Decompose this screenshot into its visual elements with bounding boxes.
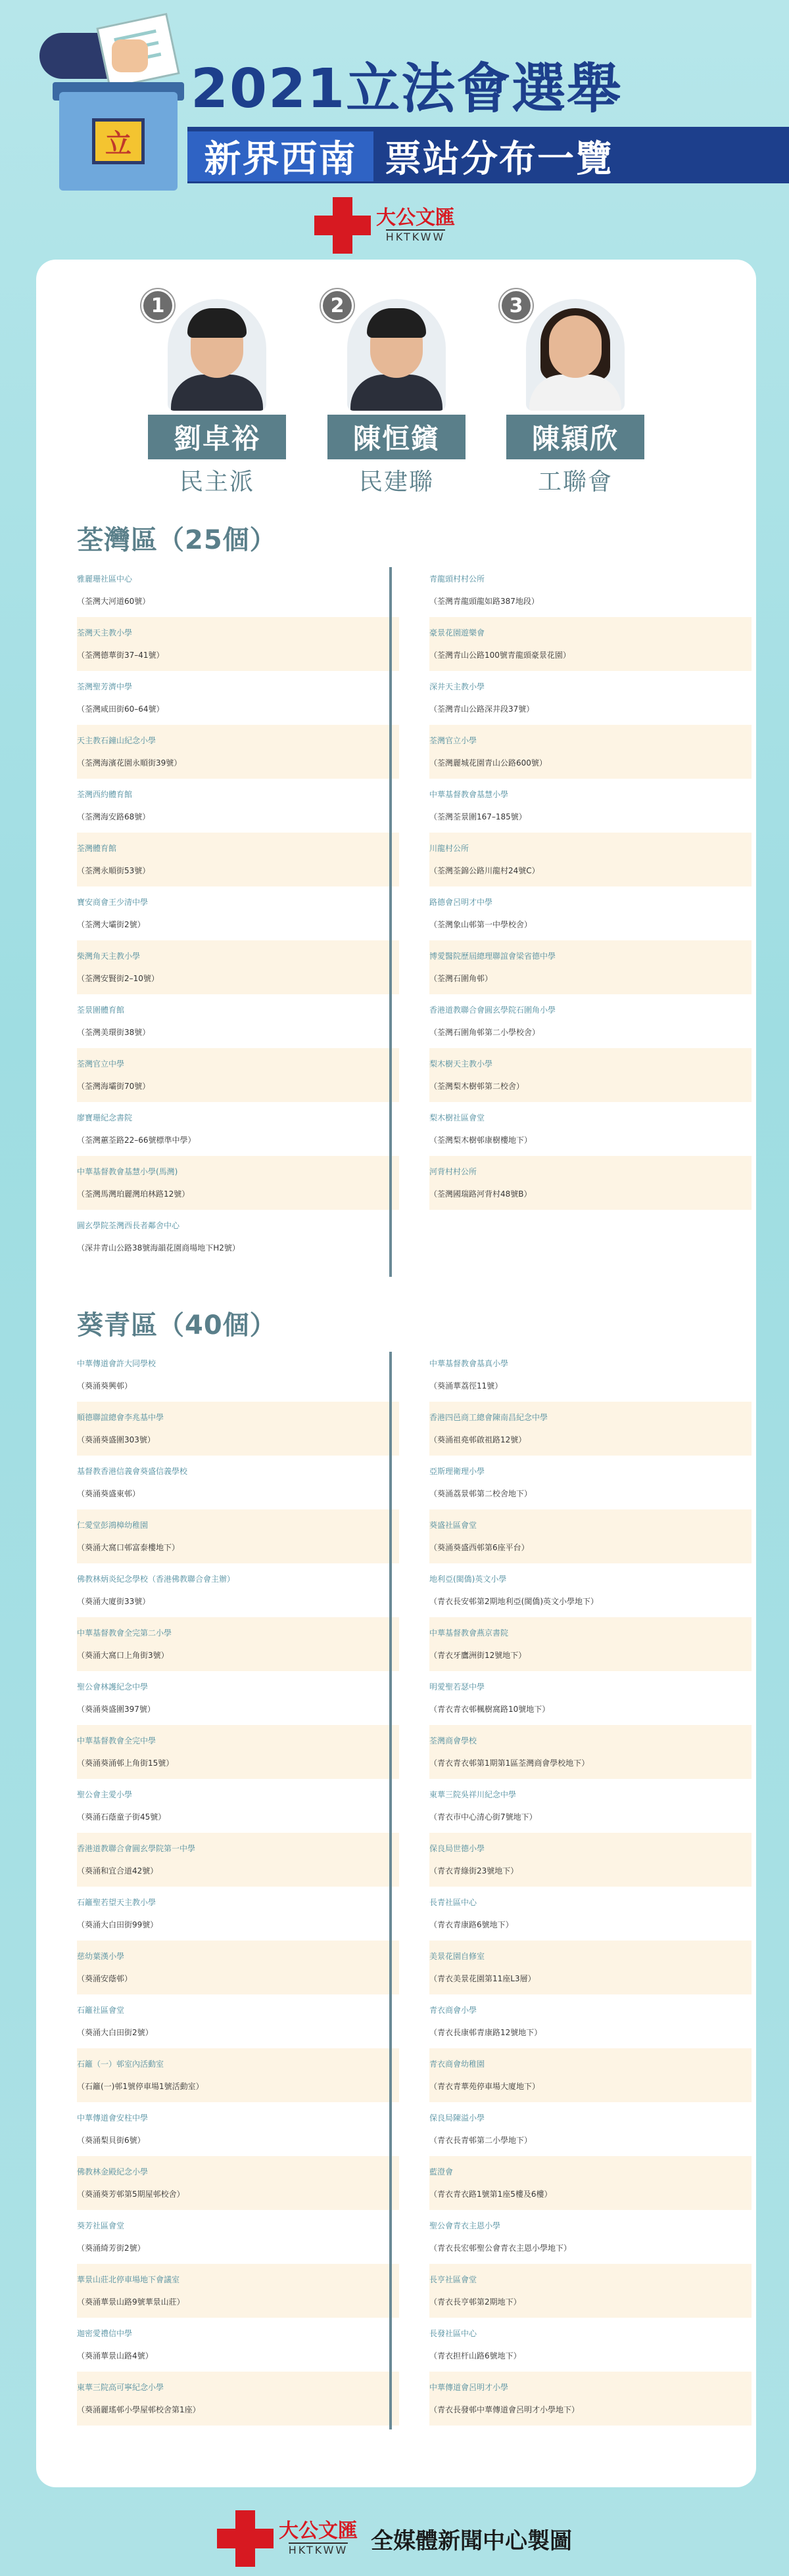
logo-en: HKTKWW bbox=[288, 2544, 348, 2556]
polling-station-item bbox=[77, 671, 399, 725]
district-list-left bbox=[77, 563, 399, 1264]
station-name: 中華基督教會全完中學 bbox=[77, 1736, 156, 1745]
station-address: （荃灣德華街37–41號） bbox=[77, 651, 164, 660]
logo-cn: 大公文匯 bbox=[376, 206, 455, 229]
station-address: （青衣長青邨第二小學地下） bbox=[429, 2136, 533, 2145]
station-address: （葵涌華景山路9號華景山莊） bbox=[77, 2297, 185, 2307]
polling-station-item bbox=[77, 1563, 399, 1617]
station-address: （荃灣海濱花園永順街39號） bbox=[77, 758, 182, 768]
station-name: 中華基督教會燕京書院 bbox=[429, 1628, 509, 1638]
station-name: 地利亞(閩僑)英文小學 bbox=[429, 1575, 507, 1584]
column-divider bbox=[389, 567, 392, 1277]
station-address: （青衣長宏邨聖公會青衣主恩小學地下） bbox=[429, 2243, 572, 2253]
polling-station-item bbox=[77, 1402, 399, 1456]
station-address: （青衣青衣邨第1期第1區荃灣商會學校地下） bbox=[429, 1759, 590, 1768]
station-name: 慈幼葉漢小學 bbox=[77, 1952, 125, 1961]
station-address: （葵涌大廈街33號） bbox=[77, 1597, 151, 1606]
footer-credit: 全媒體新聞中心製圖 bbox=[371, 2527, 572, 2554]
station-name: 仁愛堂彭鴻樟幼稚園 bbox=[77, 1521, 149, 1530]
polling-station-item bbox=[429, 1617, 752, 1671]
polling-station-item bbox=[77, 886, 399, 940]
column-divider bbox=[389, 1352, 392, 2429]
station-name: 中華基督教會基慧小學(馬灣) bbox=[77, 1167, 178, 1176]
candidate-1 bbox=[141, 289, 293, 497]
polling-station-item bbox=[429, 1456, 752, 1509]
logo-cn: 大公文匯 bbox=[279, 2519, 358, 2542]
polling-station-item bbox=[429, 1779, 752, 1833]
polling-station-item bbox=[429, 1941, 752, 1994]
station-name: 荃景圍體育館 bbox=[77, 1005, 125, 1015]
station-name: 香港道教聯合會圓玄學院第一中學 bbox=[77, 1844, 196, 1853]
station-name: 深井天主教小學 bbox=[429, 682, 485, 691]
station-name: 梨木樹社區會堂 bbox=[429, 1113, 485, 1122]
polling-station-item bbox=[429, 2372, 752, 2426]
station-address: （荃灣梨木樹邨第二校舍） bbox=[429, 1082, 525, 1091]
candidate-name: 劉卓裕 bbox=[148, 415, 286, 459]
candidate-photo bbox=[526, 299, 625, 411]
station-address: （青衣長安邨第2期地利亞(閩僑)英文小學地下） bbox=[429, 1597, 598, 1606]
station-name: 荃灣官立小學 bbox=[429, 736, 477, 745]
station-name: 中華基督教會基慧小學 bbox=[429, 790, 509, 799]
district-list-right bbox=[429, 1348, 752, 2426]
polling-station-item bbox=[77, 1348, 399, 1402]
legco-emblem-icon: 立 bbox=[92, 118, 145, 164]
station-address: （荃灣石圍角邨） bbox=[429, 974, 493, 983]
station-address: （青衣青衣路1號第1座5樓及6樓） bbox=[429, 2190, 552, 2199]
polling-station-item bbox=[77, 1509, 399, 1563]
station-name: 中華基督教會基真小學 bbox=[429, 1359, 509, 1368]
station-name: 中華基督教會全完第二小學 bbox=[77, 1628, 172, 1638]
candidate-3 bbox=[500, 289, 651, 497]
station-address: （荃灣永順街53號） bbox=[77, 866, 151, 875]
candidate-number: 1 bbox=[141, 289, 174, 322]
polling-station-item bbox=[77, 994, 399, 1048]
polling-station-item bbox=[429, 617, 752, 671]
station-address: （葵涌葵盛西邨第6座平台） bbox=[429, 1543, 529, 1552]
polling-station-item bbox=[77, 2318, 399, 2372]
polling-station-item bbox=[429, 886, 752, 940]
station-address: （荃灣美環街38號） bbox=[77, 1028, 151, 1037]
polling-station-item bbox=[429, 1887, 752, 1941]
footer bbox=[217, 2510, 572, 2567]
station-name: 圓玄學院荃灣西長者鄰舍中心 bbox=[77, 1221, 180, 1230]
station-name: 基督教香港信義會葵盛信義學校 bbox=[77, 1467, 188, 1476]
polling-station-item bbox=[77, 1779, 399, 1833]
station-address: （葵涌綺芳街2號） bbox=[77, 2243, 145, 2253]
station-address: （葵涌葵盛圍303號） bbox=[77, 1435, 155, 1444]
polling-station-item bbox=[77, 617, 399, 671]
polling-station-item bbox=[77, 833, 399, 886]
logo-en: HKTKWW bbox=[385, 231, 446, 243]
station-address: （葵涌大白田街99號） bbox=[77, 1920, 158, 1929]
station-address: （葵涌和宜合道42號） bbox=[77, 1866, 158, 1875]
polling-station-item bbox=[429, 2156, 752, 2210]
station-address: （葵涌華景山路4號） bbox=[77, 2351, 153, 2360]
polling-station-item bbox=[429, 1671, 752, 1725]
station-address: （青衣美景花園第11座L3層） bbox=[429, 1974, 536, 1983]
station-name: 石籬（一）邨室內活動室 bbox=[77, 2059, 164, 2069]
station-name: 豪景花園遊樂會 bbox=[429, 628, 485, 637]
station-name: 荃灣體育館 bbox=[77, 844, 117, 853]
station-address: （葵涌葵興邨） bbox=[77, 1381, 133, 1391]
polling-station-item bbox=[77, 1102, 399, 1156]
station-name: 柴灣角天主教小學 bbox=[77, 952, 141, 961]
polling-station-item bbox=[429, 1563, 752, 1617]
station-name: 聖公會主愛小學 bbox=[77, 1790, 133, 1799]
station-address: （荃灣海壩街70號） bbox=[77, 1082, 151, 1091]
station-address: （荃灣大河道60號） bbox=[77, 597, 151, 606]
polling-station-item bbox=[77, 1156, 399, 1210]
station-address: （葵涌大窩口邨富泰樓地下） bbox=[77, 1543, 180, 1552]
polling-station-item bbox=[429, 2264, 752, 2318]
polling-station-item bbox=[77, 2102, 399, 2156]
subtitle-region: 新界西南 bbox=[187, 131, 373, 181]
candidate-party: 工聯會 bbox=[537, 469, 613, 495]
logo-mark-icon bbox=[217, 2510, 274, 2567]
polling-station-item bbox=[77, 1671, 399, 1725]
station-address: （葵涌大窩口上角街3號） bbox=[77, 1651, 169, 1660]
station-name: 聖公會林護紀念中學 bbox=[77, 1682, 149, 1691]
station-name: 東華三院吳祥川紀念中學 bbox=[429, 1790, 517, 1799]
station-name: 川龍村公所 bbox=[429, 844, 469, 853]
station-name: 中華傳道會安柱中學 bbox=[77, 2113, 149, 2123]
station-name: 順德聯誼總會李兆基中學 bbox=[77, 1413, 164, 1422]
station-name: 保良局世德小學 bbox=[429, 1844, 485, 1853]
station-name: 葵芳社區會堂 bbox=[77, 2221, 125, 2230]
station-name: 梨木樹天主教小學 bbox=[429, 1059, 493, 1069]
station-name: 長亨社區會堂 bbox=[429, 2275, 477, 2284]
polling-station-item bbox=[429, 1102, 752, 1156]
polling-station-item bbox=[77, 1887, 399, 1941]
station-name: 荃灣西約體育館 bbox=[77, 790, 133, 799]
station-name: 雅麗珊社區中心 bbox=[77, 574, 133, 584]
polling-station-item bbox=[429, 994, 752, 1048]
station-name: 東華三院高可寧紀念小學 bbox=[77, 2383, 164, 2392]
content-card bbox=[36, 260, 756, 2487]
station-address: （葵涌安蔭邨） bbox=[77, 1974, 133, 1983]
station-address: （荃灣咸田街60–64號） bbox=[77, 704, 164, 714]
polling-station-item bbox=[77, 725, 399, 779]
polling-station-item bbox=[77, 779, 399, 833]
station-address: （荃灣馬灣珀麗灣珀林路12號） bbox=[77, 1189, 190, 1199]
station-address: （葵涌葵芳邨第5期屋邨校舍） bbox=[77, 2190, 185, 2199]
polling-station-item bbox=[429, 1725, 752, 1779]
station-name: 華景山莊北停車場地下會議室 bbox=[77, 2275, 180, 2284]
station-address: （深井青山公路38號海韻花園商場地下H2號） bbox=[77, 1243, 240, 1253]
polling-station-item bbox=[77, 1210, 399, 1264]
polling-station-item bbox=[429, 1048, 752, 1102]
polling-station-item bbox=[429, 833, 752, 886]
station-name: 迦密愛禮信中學 bbox=[77, 2329, 133, 2338]
polling-station-item bbox=[77, 1617, 399, 1671]
station-address: （青衣長康邨青康路12號地下） bbox=[429, 2028, 542, 2037]
polling-station-item bbox=[77, 1833, 399, 1887]
station-name: 長發社區中心 bbox=[429, 2329, 477, 2338]
polling-station-item bbox=[429, 2210, 752, 2264]
station-address: （荃灣荃錦公路川龍村24號C） bbox=[429, 866, 540, 875]
polling-station-item bbox=[77, 2156, 399, 2210]
header bbox=[0, 0, 789, 197]
station-name: 青龍頭村村公所 bbox=[429, 574, 485, 584]
station-address: （青衣市中心清心街7號地下） bbox=[429, 1812, 537, 1822]
station-name: 聖公會青衣主恩小學 bbox=[429, 2221, 501, 2230]
candidate-number: 3 bbox=[500, 289, 533, 322]
station-address: （葵涌麗瑤邨小學屋邨校舍第1座） bbox=[77, 2405, 201, 2414]
station-address: （荃灣梨木樹邨康樹樓地下） bbox=[429, 1136, 533, 1145]
station-address: （荃灣石圍角邨第二小學校舍） bbox=[429, 1028, 540, 1037]
polling-station-item bbox=[77, 2048, 399, 2102]
polling-station-item bbox=[77, 2210, 399, 2264]
candidate-name: 陳恒鑌 bbox=[327, 415, 466, 459]
station-name: 葵盛社區會堂 bbox=[429, 1521, 477, 1530]
station-name: 荃灣官立中學 bbox=[77, 1059, 125, 1069]
candidate-party: 民建聯 bbox=[358, 469, 434, 495]
station-name: 藍澄會 bbox=[429, 2167, 454, 2176]
station-name: 長青社區中心 bbox=[429, 1898, 477, 1907]
station-address: （荃灣國瑞路河背村48號B） bbox=[429, 1189, 532, 1199]
station-address: （葵涌祖堯邨啟祖路12號） bbox=[429, 1435, 527, 1444]
station-address: （葵涌梨貝街6號） bbox=[77, 2136, 145, 2145]
station-address: （葵涌葵涌邨上角街15號） bbox=[77, 1759, 174, 1768]
station-name: 寶安商會王少清中學 bbox=[77, 898, 149, 907]
station-address: （荃灣海安路68號） bbox=[77, 812, 151, 821]
ballot-box-illustration bbox=[39, 13, 191, 184]
station-name: 香港道教聯合會圓玄學院石圍角小學 bbox=[429, 1005, 556, 1015]
candidate-photo bbox=[168, 299, 266, 411]
polling-station-item bbox=[77, 2372, 399, 2426]
station-name: 廖寶珊紀念書院 bbox=[77, 1113, 133, 1122]
station-name: 路德會呂明才中學 bbox=[429, 898, 493, 907]
station-name: 荃灣天主教小學 bbox=[77, 628, 133, 637]
station-name: 美景花園自修室 bbox=[429, 1952, 485, 1961]
station-address: （青衣青綠街23號地下） bbox=[429, 1866, 519, 1875]
station-address: （青衣担杆山路6號地下） bbox=[429, 2351, 521, 2360]
station-address: （葵涌石蔭童子街45號） bbox=[77, 1812, 166, 1822]
station-address: （荃灣青山公路深井段37號） bbox=[429, 704, 535, 714]
polling-station-item bbox=[429, 1348, 752, 1402]
polling-station-item bbox=[77, 1725, 399, 1779]
polling-station-item bbox=[77, 563, 399, 617]
polling-station-item bbox=[429, 1833, 752, 1887]
hand-icon bbox=[112, 39, 148, 72]
station-address: （葵涌荔景邨第二校舍地下） bbox=[429, 1489, 533, 1498]
station-address: （石籬(一)邨1號停車場1號活動室） bbox=[77, 2082, 204, 2091]
polling-station-item bbox=[429, 779, 752, 833]
candidate-2 bbox=[321, 289, 472, 497]
polling-station-item bbox=[77, 1456, 399, 1509]
polling-station-item bbox=[429, 725, 752, 779]
district-title-kwai-tsing: 葵青區（40個） bbox=[77, 1310, 277, 1341]
page-title: 2021立法會選舉 bbox=[191, 58, 623, 120]
station-address: （青衣長發邨中華傳道會呂明才小學地下） bbox=[429, 2405, 580, 2414]
station-address: （荃灣大壩街2號） bbox=[77, 920, 145, 929]
logo-mark-icon bbox=[314, 197, 371, 254]
station-name: 青衣商會幼稚園 bbox=[429, 2059, 485, 2069]
station-address: （荃灣安賢街2–10號） bbox=[77, 974, 159, 983]
polling-station-item bbox=[429, 2318, 752, 2372]
polling-station-item bbox=[429, 563, 752, 617]
station-name: 河背村村公所 bbox=[429, 1167, 477, 1176]
station-name: 荃灣聖芳濟中學 bbox=[77, 682, 133, 691]
polling-station-item bbox=[429, 940, 752, 994]
station-name: 荃灣商會學校 bbox=[429, 1736, 477, 1745]
station-name: 佛教林金殿紀念小學 bbox=[77, 2167, 149, 2176]
station-address: （葵涌大白田街2號） bbox=[77, 2028, 153, 2037]
station-name: 中華傳道會許大同學校 bbox=[77, 1359, 156, 1368]
district-title-tsuen-wan: 荃灣區（25個） bbox=[77, 525, 277, 555]
station-address: （葵涌葵盛東邨） bbox=[77, 1489, 141, 1498]
station-address: （青衣牙鷹洲街12號地下） bbox=[429, 1651, 527, 1660]
candidate-name: 陳穎欣 bbox=[506, 415, 644, 459]
district-list-left bbox=[77, 1348, 399, 2426]
station-address: （青衣青衣邨楓樹窩路10號地下） bbox=[429, 1705, 550, 1714]
polling-station-item bbox=[77, 1941, 399, 1994]
polling-station-item bbox=[77, 1994, 399, 2048]
station-name: 中華傳道會呂明才小學 bbox=[429, 2383, 509, 2392]
polling-station-item bbox=[77, 2264, 399, 2318]
candidate-number: 2 bbox=[321, 289, 354, 322]
polling-station-item bbox=[429, 1402, 752, 1456]
station-address: （青衣青華苑停車場大廈地下） bbox=[429, 2082, 540, 2091]
station-name: 明愛聖若瑟中學 bbox=[429, 1682, 485, 1691]
polling-station-item bbox=[429, 1156, 752, 1210]
station-name: 博愛醫院歷屆總理聯誼會梁省德中學 bbox=[429, 952, 556, 961]
top-logo bbox=[314, 197, 455, 254]
station-address: （荃灣荃景圍167–185號） bbox=[429, 812, 527, 821]
candidate-photo bbox=[347, 299, 446, 411]
station-name: 石籬社區會堂 bbox=[77, 2006, 125, 2015]
station-name: 佛教林炳炎紀念學校（香港佛教聯合會主辦） bbox=[77, 1575, 235, 1584]
station-address: （荃灣青龍頭龍如路387地段） bbox=[429, 597, 539, 606]
station-name: 石籬聖若望天主教小學 bbox=[77, 1898, 156, 1907]
station-address: （葵涌華荔徑11號） bbox=[429, 1381, 503, 1391]
station-address: （荃灣象山邨第一中學校舍） bbox=[429, 920, 533, 929]
station-name: 青衣商會小學 bbox=[429, 2006, 477, 2015]
station-name: 亞斯理衛理小學 bbox=[429, 1467, 485, 1476]
polling-station-item bbox=[77, 1048, 399, 1102]
station-name: 保良局陳溢小學 bbox=[429, 2113, 485, 2123]
polling-station-item bbox=[429, 671, 752, 725]
polling-station-item bbox=[77, 940, 399, 994]
polling-station-item bbox=[429, 2102, 752, 2156]
station-address: （荃灣蕙荃路22–66號標準中學） bbox=[77, 1136, 196, 1145]
station-name: 天主教石鐘山紀念小學 bbox=[77, 736, 156, 745]
station-address: （荃灣麗城花園青山公路600號） bbox=[429, 758, 547, 768]
station-name: 香港四邑商工總會陳南昌紀念中學 bbox=[429, 1413, 548, 1422]
station-address: （葵涌葵盛圍397號） bbox=[77, 1705, 155, 1714]
station-address: （荃灣青山公路100號青龍頭豪景花園） bbox=[429, 651, 571, 660]
polling-station-item bbox=[429, 2048, 752, 2102]
polling-station-item bbox=[429, 1994, 752, 2048]
station-address: （青衣青康路6號地下） bbox=[429, 1920, 514, 1929]
station-address: （青衣長亨邨第2期地下） bbox=[429, 2297, 521, 2307]
candidate-party: 民主派 bbox=[179, 469, 254, 495]
polling-station-item bbox=[429, 1509, 752, 1563]
subtitle-text: 票站分布一覽 bbox=[385, 138, 613, 181]
district-list-right bbox=[429, 563, 752, 1210]
